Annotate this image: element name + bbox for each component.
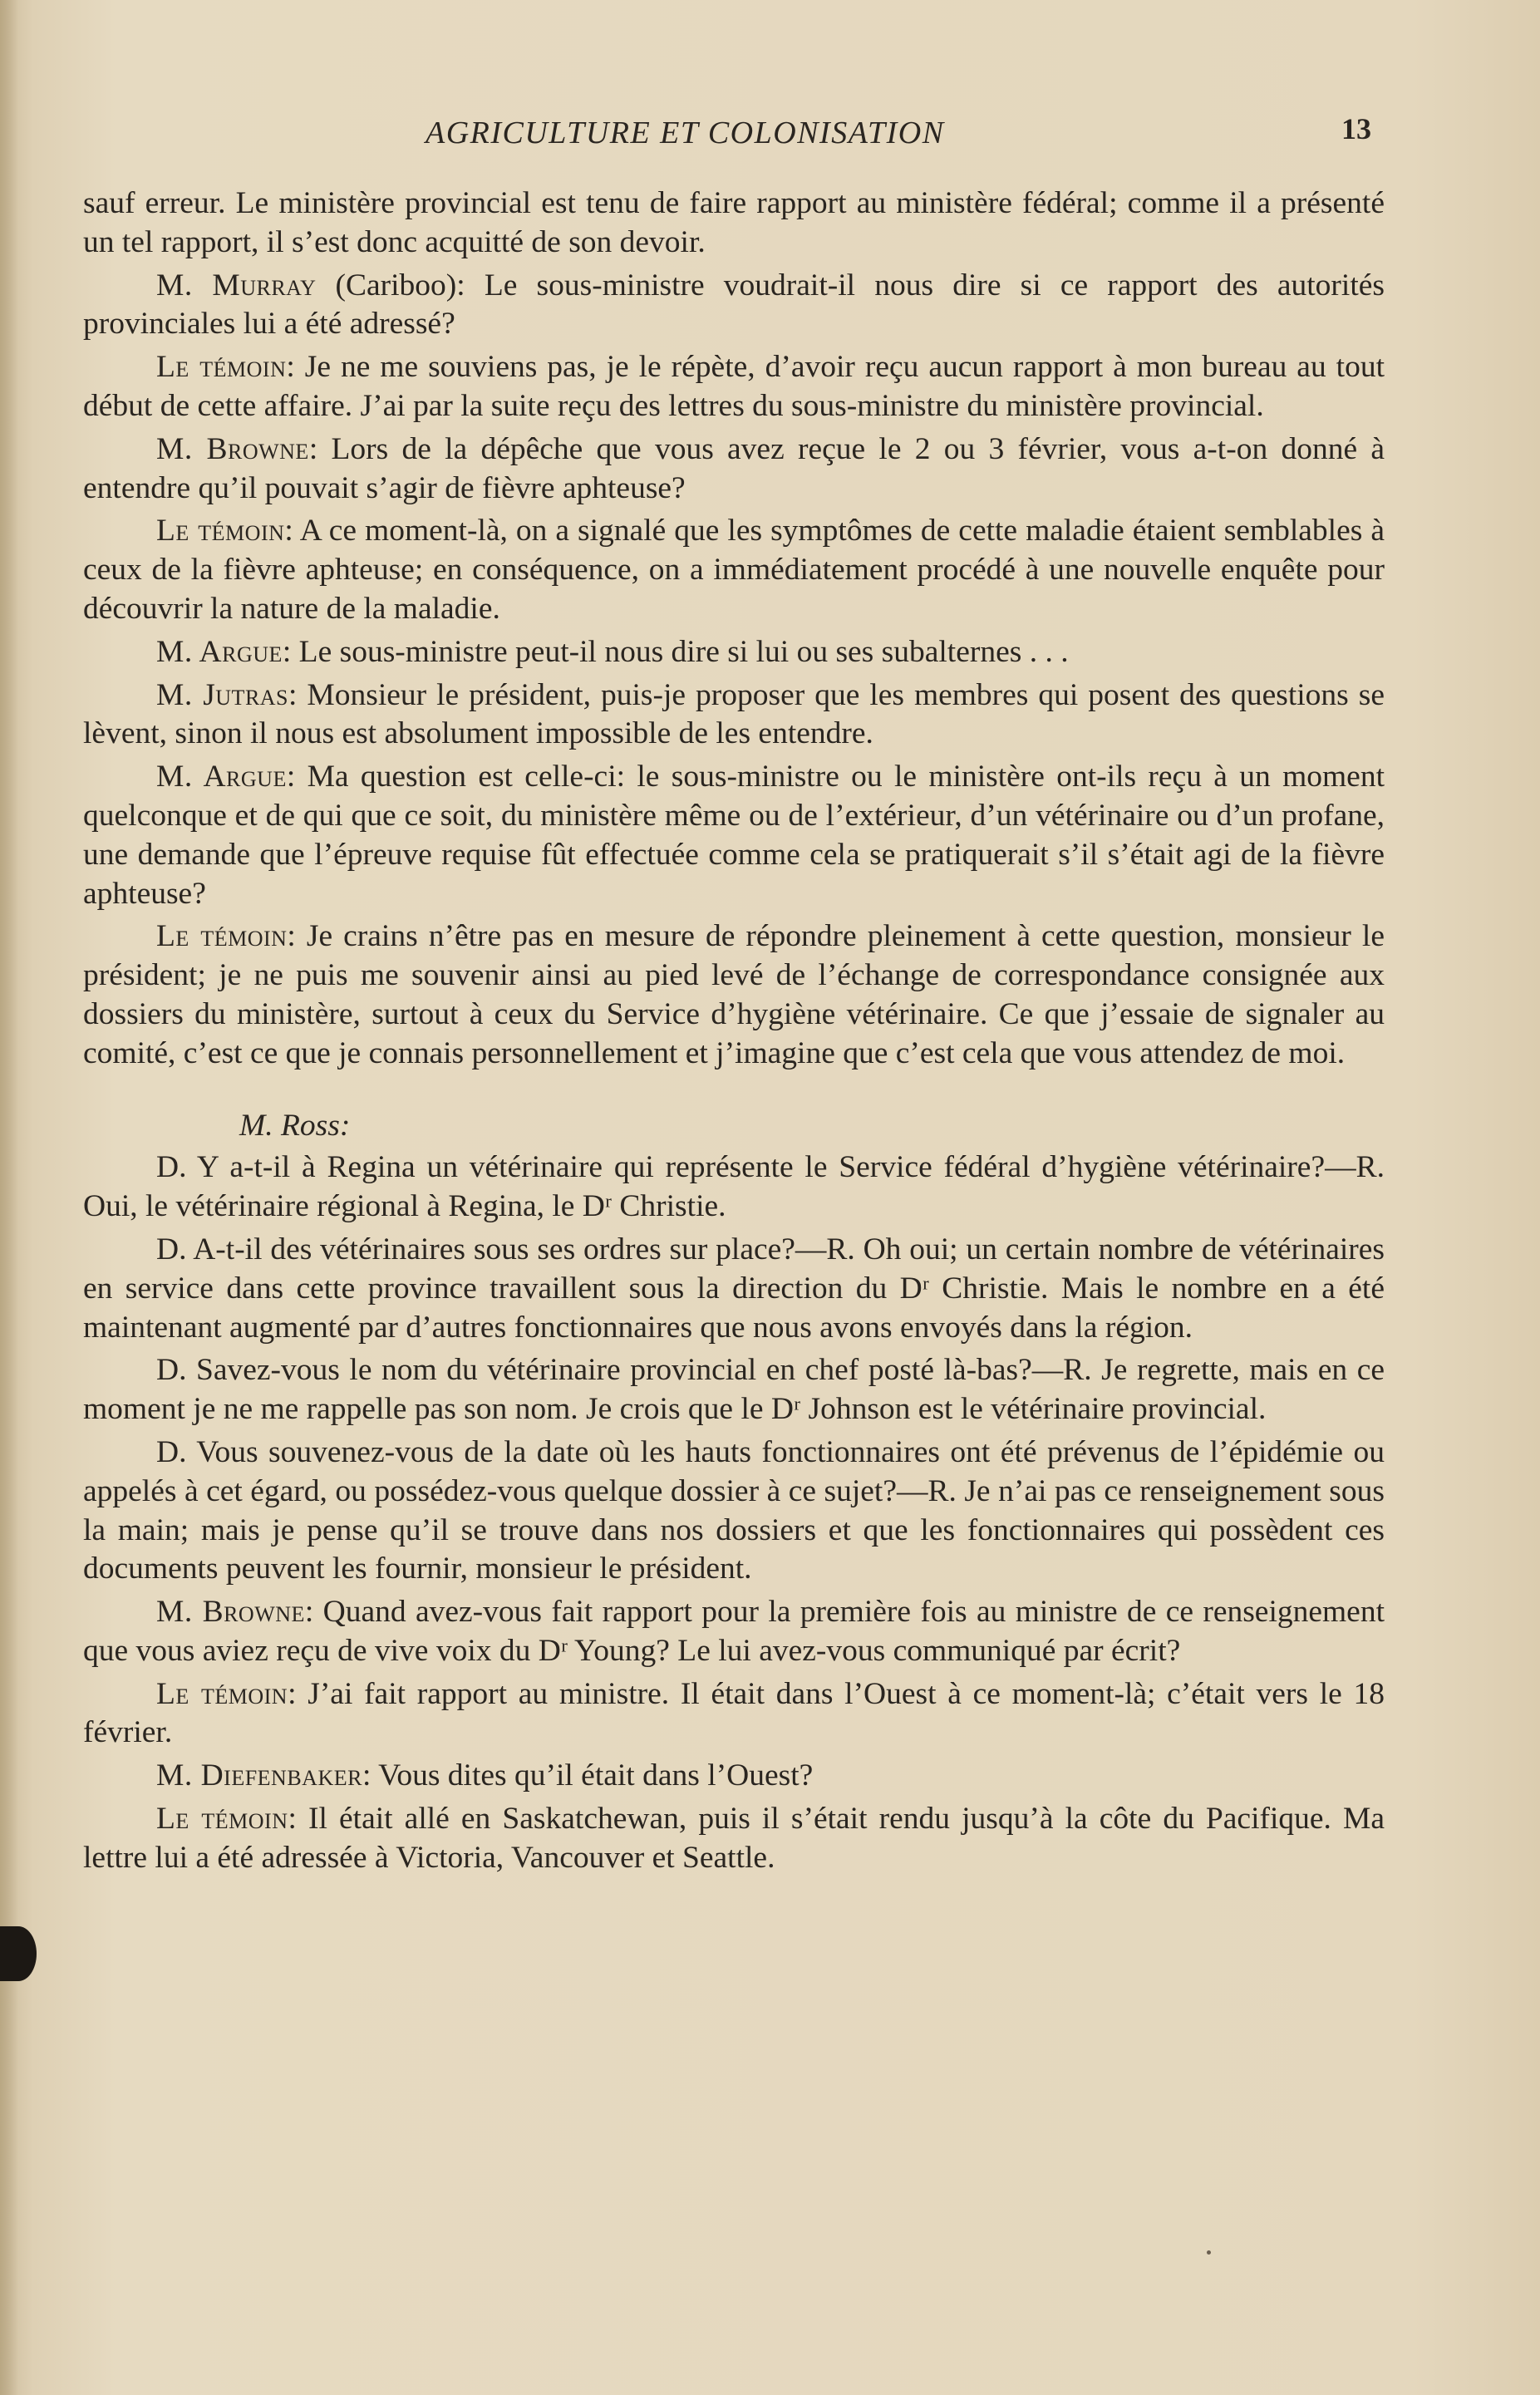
qa-paragraph	[83, 1351, 1385, 1429]
body-text	[83, 184, 1385, 1882]
qa-paragraph	[83, 1800, 1385, 1878]
qa-paragraph	[83, 1148, 1385, 1227]
page-header	[0, 112, 1540, 165]
paragraph-text: : Ma question est celle-ci: le sous-ministre ou le ministère ont-ils reçu à un moment quelconque et de qui que ce soit, du ministère même ou de l’extérieur, d’un vétérinaire ou d’un profane, une demande que l’épreuve requise fût effectuée comme cela se pratiquerait s’il s’était agi de la fièvre aphteuse?	[83, 760, 1385, 911]
speaker-name: M. Argue	[156, 760, 287, 794]
paragraph	[83, 633, 1385, 672]
paragraph-text: : Je crains n’être pas en mesure de répondre pleinement à cette question, monsieur le président; je ne puis me souvenir ainsi au pied levé de l’échange de correspondance consignée aux dossiers du ministère, surtout à ceux du Service d’hygiène vétérinaire. Ce que j’essaie de signaler au comité, c’est ce que je connais personnellement et j’imagine que c’est cela que vous attendez de moi.	[83, 919, 1385, 1070]
paragraph-text: : Il était allé en Saskatchewan, puis il s’était rendu jusqu’à la côte du Pacifique. Ma lettre lui a été adressée à Victoria, Vancouver et Seattle.	[83, 1802, 1385, 1875]
paragraph	[83, 676, 1385, 755]
speaker-name: M. Diefenbaker	[156, 1758, 362, 1793]
paragraph	[83, 267, 1385, 345]
speaker-name: M. Browne	[156, 1595, 305, 1630]
paragraph-text: : Vous dites qu’il était dans l’Ouest?	[362, 1758, 814, 1793]
paragraph	[83, 348, 1385, 426]
qa-paragraph	[83, 1757, 1385, 1796]
qa-paragraph	[83, 1675, 1385, 1753]
paragraph-text: : Quand avez-vous fait rapport pour la première fois au ministre de ce renseignement que vous aviez reçu de vive voix du Dʳ Young? Le lui avez-vous communiqué par écrit?	[83, 1595, 1385, 1668]
paragraph-text: : Lors de la dépêche que vous avez reçue le 2 ou 3 février, vous a-t-on donné à entendre qu’il pouvait s’agir de fièvre aphteuse?	[83, 431, 1385, 505]
paragraph	[83, 512, 1385, 628]
binding-hole	[0, 1926, 37, 1981]
paragraph-text: : Je ne me souviens pas, je le répète, d’avoir reçu aucun rapport à mon bureau au tout début de cette affaire. J’ai par la suite reçu des lettres du sous-ministre du ministère provincial.	[83, 350, 1385, 423]
section-speaker-heading: M. Ross:	[239, 1108, 351, 1143]
paragraph-text: : Le sous-ministre peut-il nous dire si lui ou ses subalternes . . .	[282, 634, 1069, 669]
speaker-name: M. Browne	[156, 431, 309, 466]
paragraph-text: D. Y a-t-il à Regina un vétérinaire qui représente le Service fédéral d’hygiène vétérinaire?—R. Oui, le vétérinaire régional à Regina, le Dʳ Christie.	[83, 1150, 1385, 1224]
paragraph-text: D. Vous souvenez-vous de la date où les hauts fonctionnaires ont été prévenus de l’épidémie ou appelés à cet égard, ou possédez-vous quelque dossier à ce sujet?—R. Je n’ai pas ce renseignement sous la main; mais je pense qu’il se trouve dans nos dossiers et que les fonctionnaires qui possèdent ces documents peuvent les fournir, monsieur le président.	[83, 1434, 1385, 1586]
paragraph	[83, 430, 1385, 509]
page-number: 13	[1341, 112, 1371, 145]
qa-paragraph	[83, 1434, 1385, 1589]
qa-paragraph	[83, 1593, 1385, 1671]
paragraph-text: : J’ai fait rapport au ministre. Il était dans l’Ouest à ce moment-là; c’était vers le 18 février.	[83, 1676, 1385, 1750]
paragraph-text: (Cariboo): Le sous-ministre voudrait-il nous dire si ce rapport des autorités provinciales lui a été adressé?	[83, 268, 1385, 342]
paragraph-text: D. A-t-il des vétérinaires sous ses ordres sur place?—R. Oh oui; un certain nombre de vétérinaires en service dans cette province travaillent sous la direction du Dʳ Christie. Mais le nombre en a été maintenant augmenté par d’autres fonctionnaires que nous avons envoyés dans la région.	[83, 1232, 1385, 1345]
running-title: AGRICULTURE ET COLONISATION	[426, 116, 945, 150]
speaker-name: M. Jutras	[156, 677, 289, 712]
paragraph	[83, 758, 1385, 913]
speaker-name: M. Argue	[156, 634, 283, 669]
paper-speck	[1207, 2250, 1211, 2255]
paragraph	[83, 917, 1385, 1073]
qa-paragraph	[83, 1231, 1385, 1347]
paragraph-text: : A ce moment-là, on a signalé que les symptômes de cette maladie étaient semblables à ceux de la fièvre aphteuse; en conséquence, on a immédiatement procédé à une nouvelle enquête pour découvrir la nature de la maladie.	[83, 514, 1385, 626]
speaker-name: Le témoin	[156, 1802, 288, 1837]
speaker-name: Le témoin	[156, 1676, 288, 1711]
speaker-name: Le témoin	[156, 350, 287, 385]
paragraph-text: : Monsieur le président, puis-je proposer que les membres qui posent des questions se lèvent, sinon il nous est absolument impossible de les entendre.	[83, 677, 1385, 751]
paragraph-text: sauf erreur. Le ministère provincial est tenu de faire rapport au ministère fédéral; comme il a présenté un tel rapport, il s’est donc acquitté de son devoir.	[83, 186, 1385, 259]
paragraph	[83, 184, 1385, 263]
page-spine-shadow	[0, 0, 18, 2395]
paragraph-text: D. Savez-vous le nom du vétérinaire provincial en chef posté là-bas?—R. Je regrette, mais en ce moment je ne me rappelle pas son nom. Je crois que le Dʳ Johnson est le vétérinaire provincial.	[83, 1353, 1385, 1427]
speaker-name: Le témoin	[156, 514, 285, 548]
speaker-name: Le témoin	[156, 919, 288, 954]
speaker-name: M. Murray	[156, 268, 317, 302]
